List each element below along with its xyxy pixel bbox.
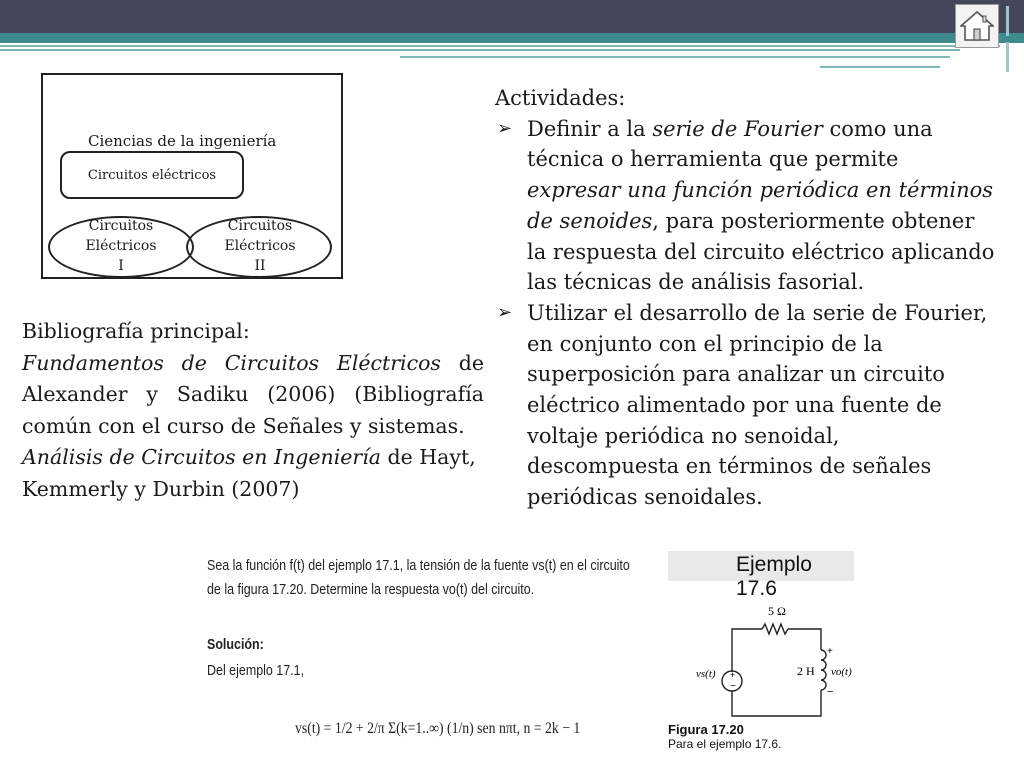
fourier-formula: vs(t) = 1/2 + 2/π Σ(k=1..∞) (1/n) sen nπt, n = 2k − 1	[295, 720, 581, 737]
home-button[interactable]	[955, 4, 999, 48]
diagram-title: Ciencias de la ingeniería	[88, 132, 277, 150]
circuits-box: Circuitos eléctricos	[60, 151, 244, 199]
rl-circuit	[694, 598, 864, 720]
from-example: Del ejemplo 17.1,	[207, 663, 305, 679]
output-label: vo(t)	[831, 666, 852, 678]
arrow-bullet-icon: ➢	[497, 117, 513, 139]
example-line-1: Sea la función f(t) del ejemplo 17.1, la tensión de la fuente vs(t) en el circuito	[207, 558, 630, 574]
book-2-details: de Hayt, Kemmerly y Durbin (2007)	[22, 445, 476, 501]
svg-text:+: +	[730, 670, 736, 680]
decor-line	[1006, 42, 1009, 72]
resistor-label: 5 Ω	[768, 604, 786, 618]
book-2-title: Análisis de Circuitos en Ingeniería	[22, 445, 382, 469]
book-2	[22, 442, 484, 505]
activity-item-2: ➢ Utilizar el desarrollo de la serie de Fourier, en conjunto con el principio de la superposición para analizar un circuito eléctrico alimentado por una fuente de voltaje periódica no senoidal, descompuesta en términos de señales periódicas senoidales.	[495, 298, 995, 513]
solution-label: Solución:	[207, 637, 264, 653]
book-1-title: Fundamentos de Circuitos Eléctricos	[22, 350, 441, 375]
decor-line	[1006, 6, 1009, 36]
figure-text: Para el ejemplo 17.6.	[668, 737, 782, 751]
example-badge: Ejemplo 17.6	[668, 551, 854, 581]
source-label: vs(t)	[696, 668, 716, 680]
home-icon	[960, 10, 994, 42]
figure-label: Figura 17.20	[668, 722, 744, 737]
arrow-bullet-icon: ➢	[497, 301, 513, 323]
activity-item-1: ➢ Definir a la serie de Fourier como una técnica o herramienta que permite expresar una función periódica en términos de senoides, para posteriormente obtener la respuesta del circuito eléctrico aplicando las técnicas de análisis fasorial.	[495, 114, 995, 298]
figure-caption	[668, 722, 781, 751]
svg-text:−: −	[827, 686, 834, 698]
top-bar	[0, 0, 1024, 33]
example-line-2: de la figura 17.20. Determine la respuesta vo(t) del circuito.	[207, 582, 535, 598]
example-scan	[200, 550, 648, 768]
activities-heading: Actividades:	[495, 86, 626, 110]
bibliography-heading: Bibliografía principal:	[22, 319, 250, 343]
ellipse-label-2: Circuitos Eléctricos II	[224, 218, 296, 274]
ellipse-label-1: Circuitos Eléctricos I	[85, 218, 157, 274]
bibliography	[22, 316, 484, 505]
inductor-label: 2 H	[797, 664, 815, 678]
book-1	[22, 348, 484, 443]
activities	[495, 83, 995, 513]
svg-text:+: +	[827, 646, 833, 657]
teal-band	[0, 33, 1024, 43]
engineering-diagram	[41, 73, 343, 279]
book-1-details: de Alexander y Sadiku (2006) (Bibliografía común con el curso de Señales y sistemas.	[22, 350, 485, 438]
svg-text:−: −	[730, 681, 736, 692]
